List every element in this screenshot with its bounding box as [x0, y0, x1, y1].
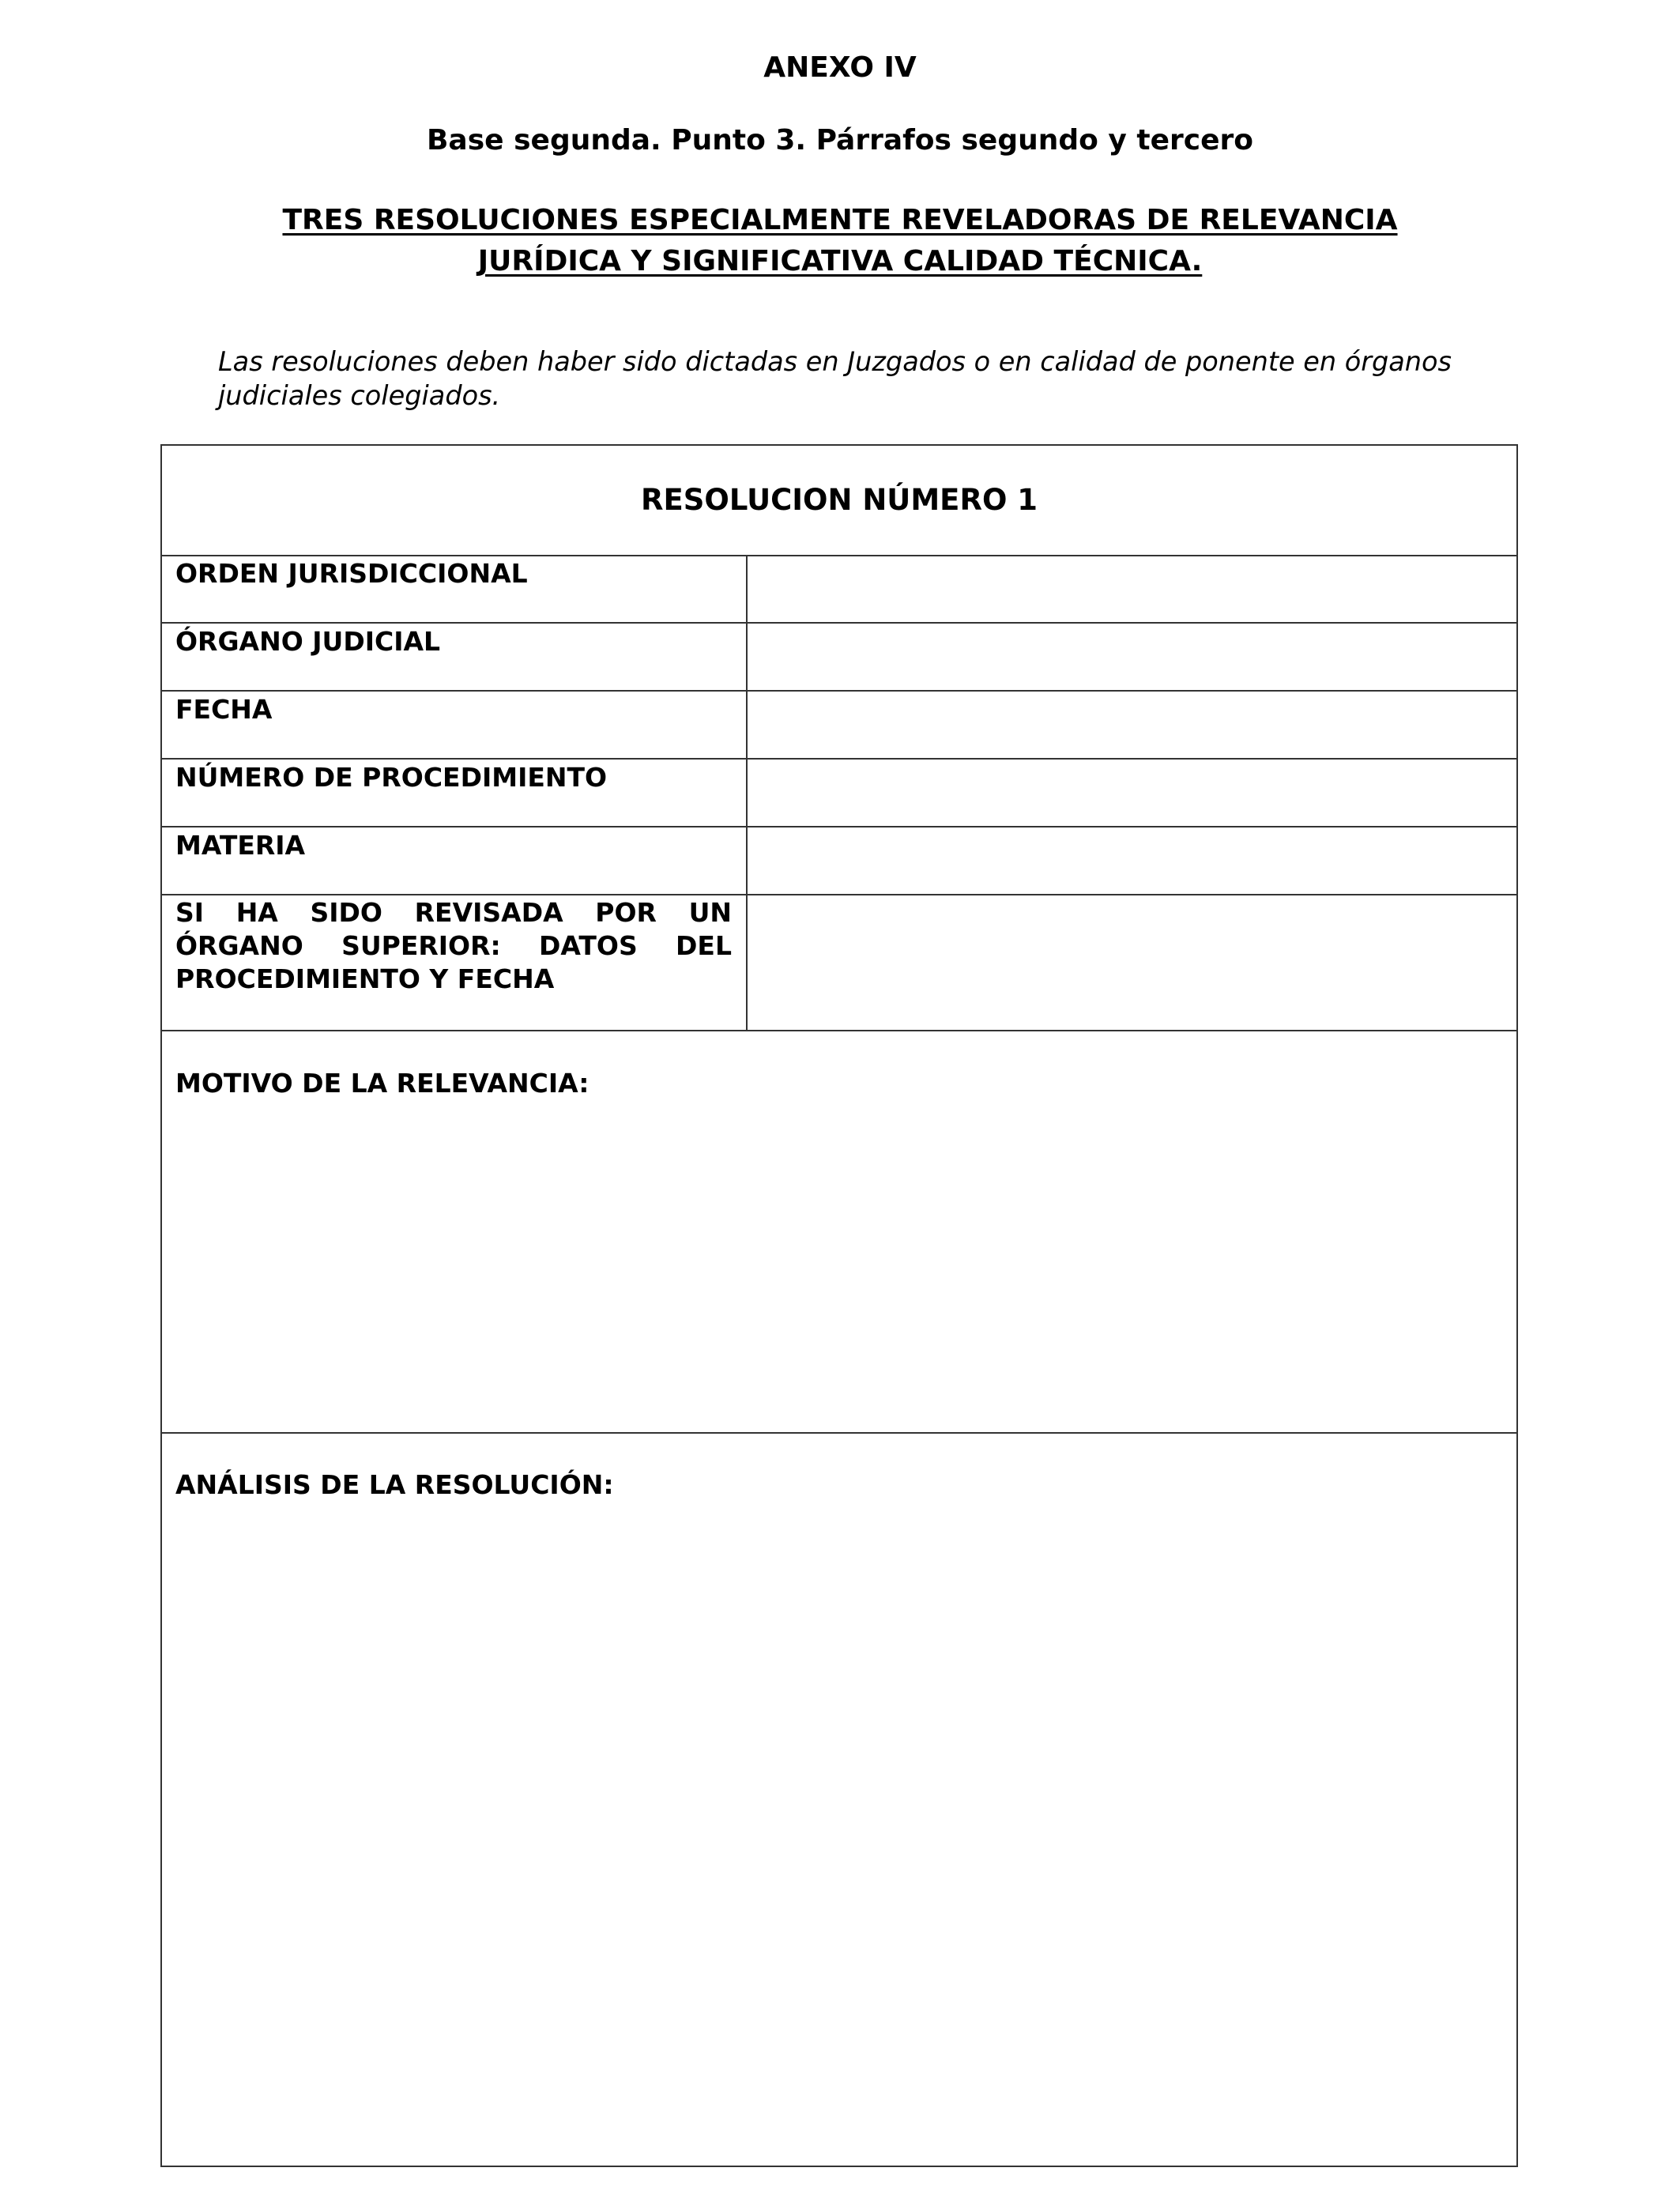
analysis-label: ANÁLISIS DE LA RESOLUCIÓN: — [175, 1469, 614, 1500]
analysis-field[interactable] — [162, 1508, 1516, 2164]
document-heading-line-1: TRES RESOLUCIONES ESPECIALMENTE REVELADORAS DE RELEVANCIA — [282, 204, 1398, 236]
base-reference: Base segunda. Punto 3. Párrafos segundo y tercero — [426, 124, 1254, 156]
revision-label-line-3: PROCEDIMIENTO Y FECHA — [175, 963, 555, 994]
field-label-organo-judicial: ÓRGANO JUDICIAL — [175, 626, 441, 657]
field-value-fecha[interactable] — [748, 692, 1516, 758]
field-value-materia[interactable] — [748, 827, 1516, 894]
instructions-note — [218, 345, 1514, 413]
field-value-organo-judicial[interactable] — [748, 624, 1516, 690]
field-label-revision — [175, 896, 732, 996]
relevance-label: MOTIVO DE LA RELEVANCIA: — [175, 1068, 590, 1099]
revision-label-line-2: ÓRGANO SUPERIOR: DATOS DEL — [175, 930, 732, 961]
revision-label-line-1: SI HA SIDO REVISADA POR UN — [175, 897, 732, 928]
field-value-numero-procedimiento[interactable] — [748, 760, 1516, 826]
field-label-materia: MATERIA — [175, 830, 306, 861]
form-divider — [160, 1432, 1518, 1434]
form-divider — [160, 1030, 1518, 1031]
field-label-orden-jurisdiccional: ORDEN JURISDICCIONAL — [175, 558, 528, 589]
relevance-field[interactable] — [162, 1106, 1516, 1431]
document-heading-line-2: JURÍDICA Y SIGNIFICATIVA CALIDAD TÉCNICA. — [477, 245, 1203, 277]
field-value-revision[interactable] — [748, 895, 1516, 1030]
field-value-orden-jurisdiccional[interactable] — [748, 556, 1516, 622]
field-label-numero-procedimiento: NÚMERO DE PROCEDIMIENTO — [175, 762, 608, 793]
field-label-fecha: FECHA — [175, 694, 273, 725]
instructions-line-1: Las resoluciones deben haber sido dictadas en Juzgados o en calidad de ponente en órganos — [218, 346, 1452, 377]
annex-title: ANEXO IV — [763, 51, 917, 84]
instructions-line-2: judiciales colegiados. — [218, 380, 501, 411]
document-heading — [0, 200, 1680, 282]
resolution-title: RESOLUCION NÚMERO 1 — [640, 483, 1038, 517]
